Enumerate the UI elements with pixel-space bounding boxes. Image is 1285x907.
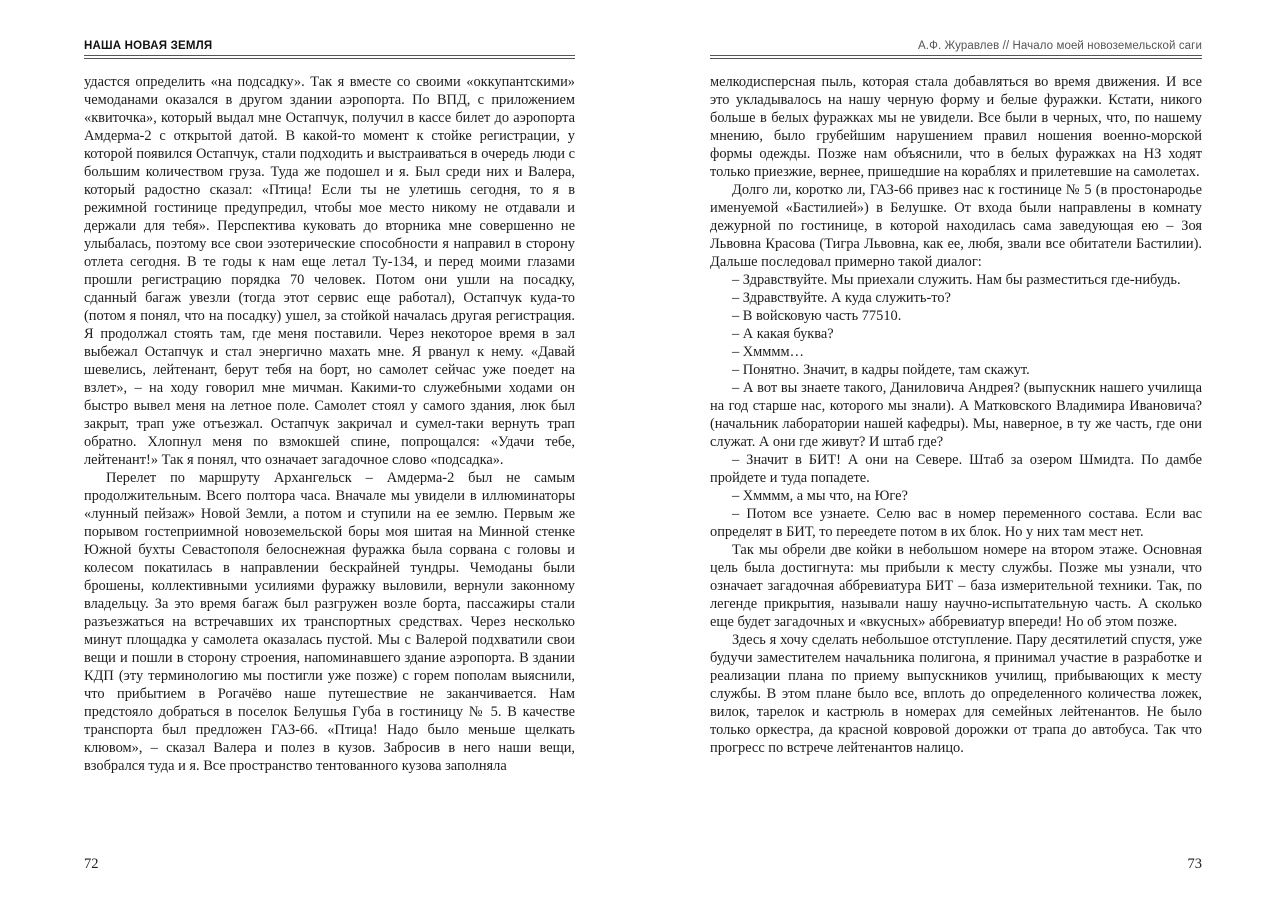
paragraph: Долго ли, коротко ли, ГАЗ-66 привез нас к гостинице № 5 (в простонародье именуемой «Бастилией») в Белушке. От входа были направлены в комнату дежурной по гостинице, в которой находилась сама заведующая ею – Зоя Львовна Красова (Тигра Львовна, как ее, любя, звали все обитатели Бастилии). Дальше последовал примерно такой диалог: (710, 182, 1202, 270)
running-head: А.Ф. Журавлев // Начало моей новоземельской саги (918, 40, 1202, 52)
paragraph: удастся определить «на подсадку». Так я вместе со своими «оккупантскими» чемоданами оказался в другом здании аэропорта. По ВПД, с приложением «квиточка», который выдал мне Остапчук, получил в кассе билет до аэропорта Амдерма-2 с открытой датой. В какой-то момент к стойке регистрации, у которой появился Остапчук, стали подходить и выстраиваться в очередь люди с большим количеством груза. Туда же подошел и я. Был среди них и Валера, который радостно сказал: «Птица! Если ты не улетишь сегодня, то я в режимной гостинице предупредил, чтобы мое место никому не отдавали и держали для тебя». Перспектива куковать до вторника мне совершенно не улыбалась, поэтому все свои эзотерические способности я направил в сторону отлета сегодня. В те годы к нам еще летал Ту-134, и перед моими глазами прошли регистрацию порядка 70 человек. Потом они ушли на посадку, сданный багаж увезли (тогда этот сервис еще работал), Остапчук куда-то (потом я понял, что на посадку) ушел, за стойкой началась другая регистрация. Я продолжал стоять там, где меня поставили. Через некоторое время в зал выбежал Остапчук и стал энергично махать мне. Я рванул к нему. «Давай шевелись, лейтенант, берут тебя на борт, но самолет сейчас уже поедет на взлет», – на ходу говорил мне мичман. Какими-то служебными ходами он быстро вывел меня на летное поле. Самолет стоял у самого здания, люк был закрыт, трап уже отъезжал. Остапчук закричал и сумел-таки вернуть трап обратно. Хлопнул меня по взмокшей спине, попрощался: «Удачи тебе, лейтенант!» Так я понял, что означает загадочное слово «подсадка». (84, 74, 575, 468)
left-page (84, 0, 575, 907)
dialogue-line: – Хмммм, а мы что, на Юге? (732, 488, 908, 504)
header-rule (84, 55, 575, 59)
paragraph: мелкодисперсная пыль, которая стала добавляться во время движения. И все это укладывалось на нашу черную форму и белые фуражки. Кстати, никого больше в белых фуражках мы не увидели. Все были в черных, что, по нашему мнению, было грубейшим нарушением правил ношения военно-морской формы одежды. Позже нам объяснили, что в белых фуражках на НЗ ходят только приезжие, вернее, пришедшие на кораблях и прилетевшие на самолетах. (710, 74, 1202, 180)
dialogue-line: – Потом все узнаете. Селю вас в номер переменного состава. Если вас определят в БИТ, то переедете потом в их блок. Но у них там мест нет. (710, 506, 1202, 540)
dialogue-line: – А какая буква? (732, 326, 834, 342)
dialogue-line: – А вот вы знаете такого, Даниловича Андрея? (выпускник нашего училища на год старше нас, которого мы знали). А Матковского Владимира Ивановича? (начальник лаборатории нашей кафедры). Мы, наверное, в ту же часть, где они служат. А они где живут? И штаб где? (710, 380, 1202, 450)
page-number: 73 (1187, 856, 1202, 872)
dialogue-line: – Значит в БИТ! А они на Севере. Штаб за озером Шмидта. По дамбе пройдете и туда попадете. (710, 452, 1202, 486)
page-body (84, 73, 575, 775)
dialogue-line: – Здравствуйте. Мы приехали служить. Нам бы разместиться где-нибудь. (732, 272, 1181, 288)
running-head: НАША НОВАЯ ЗЕМЛЯ (84, 40, 213, 52)
paragraph: Так мы обрели две койки в небольшом номере на втором этаже. Основная цель была достигнута: мы прибыли к месту службы. Позже мы узнали, что означает загадочная аббревиатура БИТ – база измерительной техники. Так, по легенде прикрытия, называли нашу научно-испытательную часть. А сколько еще будет загадочных и «вкусных» аббревиатур впереди! Но об этом позже. (710, 542, 1202, 630)
paragraph: Здесь я хочу сделать небольшое отступление. Пару десятилетий спустя, уже будучи заместителем начальника полигона, я принимал участие в разработке и реализации плана по приему выпускников училищ, прибывающих к месту службы. В этом плане было все, вплоть до определенного количества ложек, вилок, тарелок и кастрюль в номерах для семейных лейтенантов. Не было только оркестра, да красной ковровой дорожки от трапа до автобуса. Так что прогресс по встрече лейтенантов налицо. (710, 632, 1202, 756)
right-page (710, 0, 1202, 907)
page-number: 72 (84, 856, 99, 872)
dialogue-line: – В войсковую часть 77510. (732, 308, 902, 324)
dialogue-line: – Хмммм… (732, 344, 805, 360)
dialogue-line: – Здравствуйте. А куда служить-то? (732, 290, 951, 306)
dialogue-line: – Понятно. Значит, в кадры пойдете, там скажут. (732, 362, 1030, 378)
page-body (710, 73, 1202, 757)
header-rule (710, 55, 1202, 59)
paragraph: Перелет по маршруту Архангельск – Амдерма-2 был не самым продолжительным. Всего полтора часа. Вначале мы увидели в иллюминаторы «лунный пейзаж» Новой Земли, а потом и ступили на ее землю. Первым же порывом гостеприимной новоземельской боры моя шитая на Минной стенке Южной бухты Севастополя белоснежная фуражка была сорвана с головы и колесом покатилась в направлении бескрайней тундры. Чемоданы были брошены, коллективными усилиями фуражку выловили, вернули законному владельцу. За это время багаж был разгружен возле борта, пассажиры стали разъезжаться на встречавших их транспортных средствах. Через несколько минут площадка у самолета оказалась пустой. Мы с Валерой подхватили свои вещи и пошли в сторону строения, напоминавшего здание аэропорта. В здании КДП (эту терминологию мы постигли уже позже) с горем пополам выяснили, что прибытием в Рогачёво наше путешествие не заканчивается. Нам предстояло добраться в поселок Белушья Губа в гостиницу № 5. В качестве транспорта был предложен ГАЗ-66. «Птица! Надо было меньше щелкать клювом», – сказал Валера и полез в кузов. Забросив в него наши вещи, взобрался туда и я. Все пространство тентованного кузова заполняла (84, 470, 575, 774)
